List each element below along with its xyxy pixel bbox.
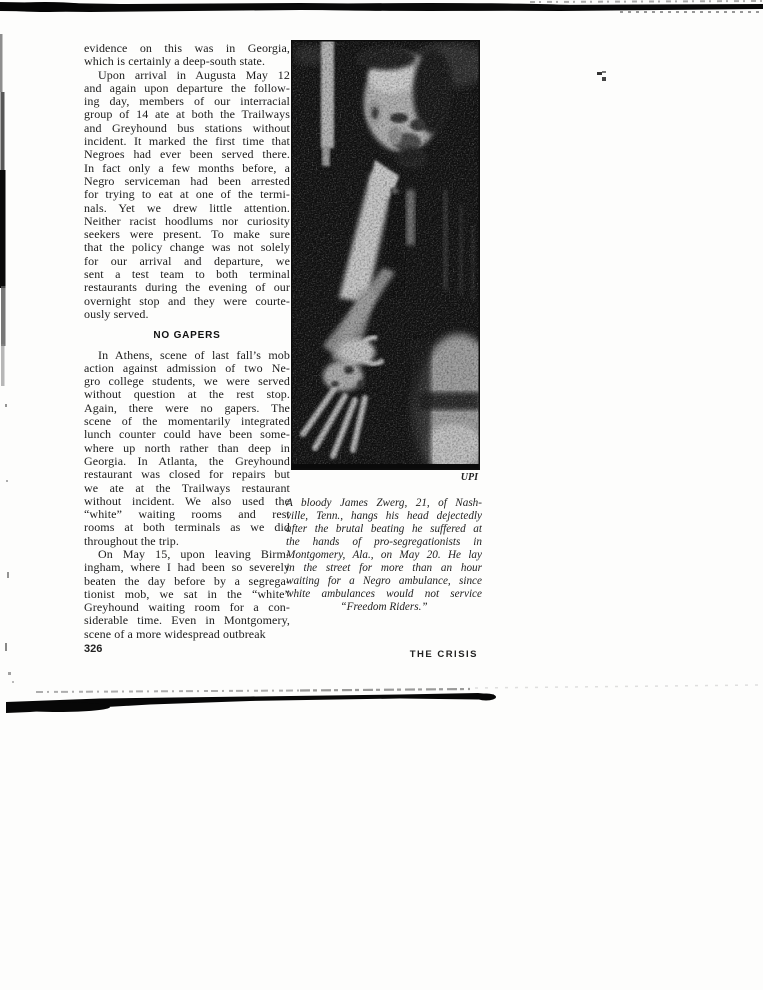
article-line: without incident. We also used the: [84, 494, 290, 508]
article-line: for trying to eat at one of the termi-: [84, 188, 290, 202]
article-line: In fact only a few months before, a: [84, 161, 290, 175]
article-line: and Greyhound bus stations without: [84, 121, 290, 135]
article-line: Upon arrival in Augusta May 12: [98, 68, 290, 82]
article-line: without question at the rest stop.: [84, 388, 290, 402]
article-line: nals. Yet we drew little attention.: [84, 201, 290, 215]
caption-line: in the street for more than an hour: [286, 562, 482, 574]
article-line: seekers were present. To make sure: [84, 228, 290, 242]
article-line: throughout the trip.: [84, 534, 179, 548]
article-line: that the policy change was not solely: [84, 241, 290, 255]
article-line: scene of the momentarily integrated: [84, 415, 290, 429]
article-line: Negro serviceman had been arrested: [84, 174, 290, 188]
article-line: group of 14 ate at both the Trailways: [84, 108, 290, 122]
article-line: Georgia. In Atlanta, the Greyhound: [84, 454, 290, 468]
article-line: In Athens, scene of last fall’s mob: [98, 348, 290, 362]
caption-line: the hands of pro-segregationists in: [286, 536, 482, 548]
article-line: restaurant was closed for repairs but: [84, 468, 290, 482]
article-line: which is certainly a deep-south state.: [84, 55, 266, 69]
article-line: sent a test team to both terminal: [84, 268, 290, 282]
article-line: lunch counter could have been some-: [84, 428, 290, 442]
photo-credit: UPI: [460, 472, 478, 483]
top-edge-artifact: [0, 0, 763, 16]
article-line: scene of a more widespread outbreak: [84, 627, 266, 641]
article-line: Negroes had ever been served there.: [84, 148, 290, 162]
caption-line: after the brutal beating he suffered at: [286, 523, 482, 535]
article-line: Greyhound waiting room for a con-: [84, 601, 290, 615]
article-line: Again, there were no gapers. The: [84, 401, 290, 415]
left-edge-artifact: [0, 0, 16, 990]
article-column: [84, 42, 290, 641]
article-line: action against admission of two Ne-: [84, 361, 290, 375]
photo-grain: [291, 40, 480, 470]
speck-artifact: [590, 66, 614, 86]
caption-line: white ambulances would not service: [286, 588, 482, 600]
article-line: “white” waiting rooms and rest: [84, 508, 290, 522]
article-line: we ate at the Trailways restaurant: [84, 481, 290, 495]
article-line: gro college students, we were served: [84, 375, 290, 389]
caption-line: waiting for a Negro ambulance, since: [286, 575, 482, 587]
article-line: ously served.: [84, 307, 149, 321]
footer-page-number: 326: [84, 643, 103, 655]
article-line: incident. It marked the first time that: [84, 135, 290, 149]
article-line: On May 15, upon leaving Birm-: [98, 547, 290, 561]
photo-caption: [286, 497, 482, 614]
article-line: overnight stop and they were courte-: [84, 294, 290, 308]
caption-line: A bloody James Zwerg, 21, of Nash-: [286, 497, 482, 509]
article-line: Neither racist hoodlums nor curiosity: [84, 214, 290, 228]
section-heading: NO GAPERS: [153, 330, 221, 342]
article-line: tionist mob, we sat in the “white”: [84, 587, 290, 601]
article-line: for our arrival and departure, we: [84, 254, 290, 268]
article-line: beaten the day before by a segrega-: [84, 574, 290, 588]
article-line: ingham, where I had been so severely: [84, 561, 290, 575]
footer-magazine-title: THE CRISIS: [409, 649, 478, 660]
bottom-edge-artifact: [0, 680, 763, 725]
article-line: and again upon departure the follow-: [84, 81, 290, 95]
photo-james-zwerg: [291, 40, 480, 470]
article-line: evidence on this was in Georgia,: [84, 42, 290, 55]
article-line: restaurants during the evening of our: [84, 281, 290, 295]
caption-line: “Freedom Riders.”: [340, 601, 428, 613]
caption-line: Montgomery, Ala., on May 20. He lay: [286, 549, 482, 561]
article-line: where up north rather than deep in: [84, 441, 290, 455]
article-line: ing day, members of our interracial: [84, 95, 290, 109]
caption-line: ville, Tenn., hangs his head dejectedly: [286, 510, 482, 522]
article-line: rooms at both terminals as we did: [84, 521, 290, 535]
article-line: siderable time. Even in Montgomery,: [84, 614, 290, 628]
